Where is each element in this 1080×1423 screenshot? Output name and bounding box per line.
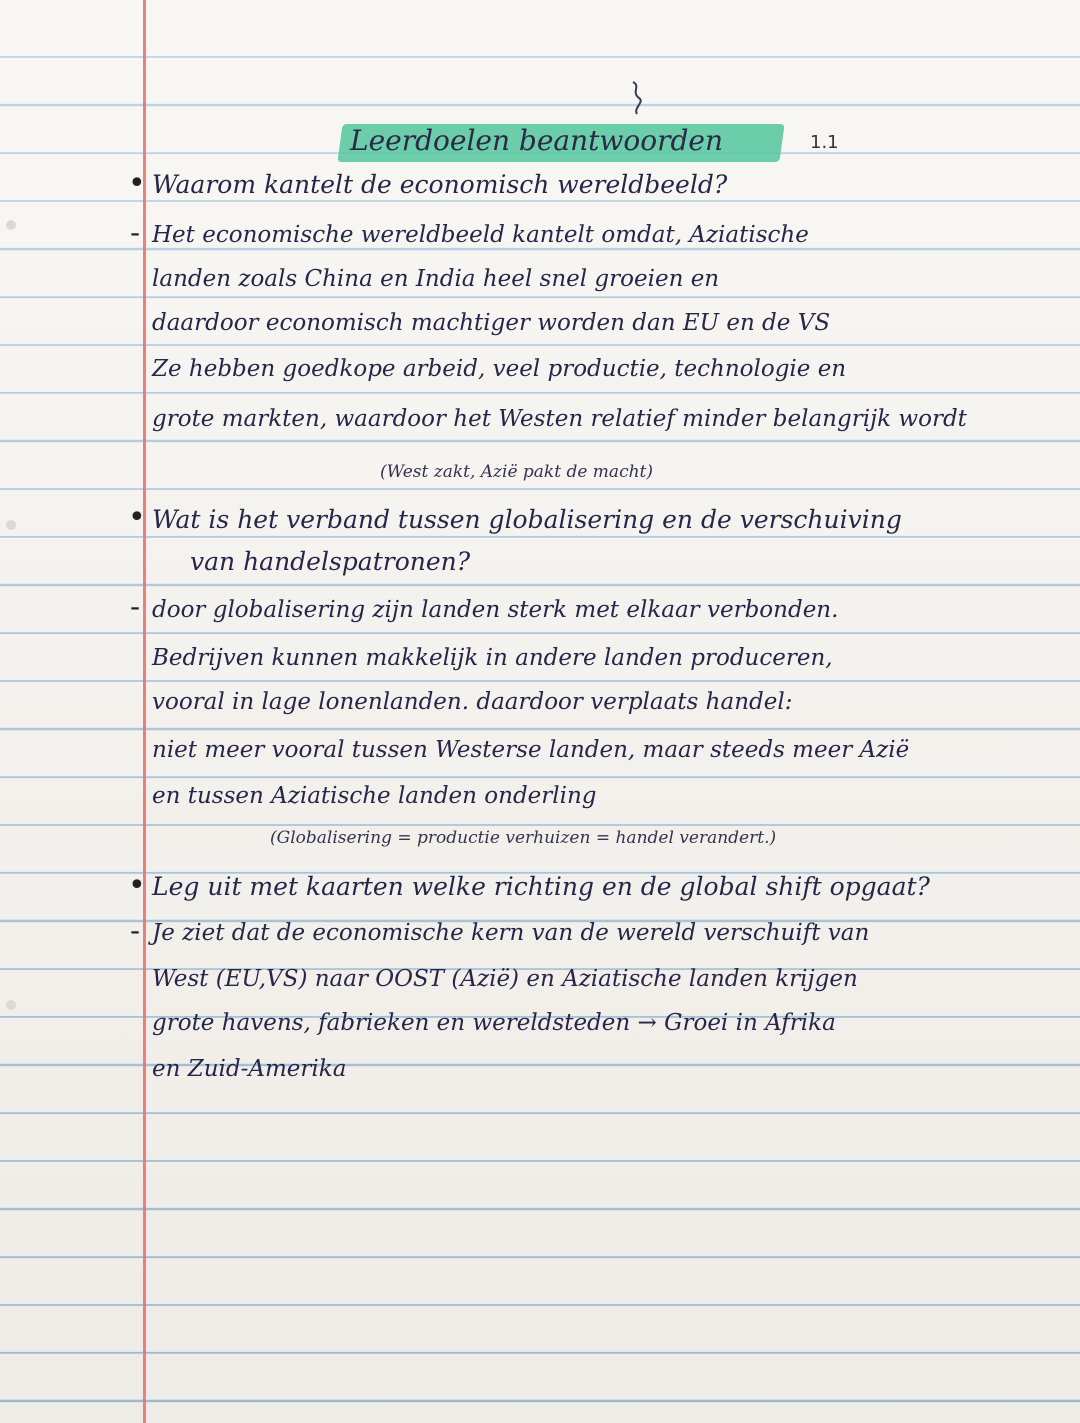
section-number: 1.1 <box>810 132 839 153</box>
answer-2-line: Bedrijven kunnen makkelijk in andere landen produceren, <box>152 645 833 671</box>
answer-3-line: en Zuid-Amerika <box>152 1056 347 1082</box>
margin-line <box>143 0 146 1423</box>
pen-squiggle <box>627 80 651 116</box>
answer-1-line: grote markten, waardoor het Westen relatief minder belangrijk wordt <box>152 406 967 432</box>
dash-icon: - <box>130 590 141 623</box>
question-3: Leg uit met kaarten welke richting en de global shift opgaat? <box>152 872 930 901</box>
summary-2: (Globalisering = productie verhuizen = handel verandert.) <box>270 828 777 848</box>
dash-icon: - <box>130 914 141 947</box>
answer-2-line: door globalisering zijn landen sterk met elkaar verbonden. <box>152 597 839 623</box>
answer-2-line: niet meer vooral tussen Westerse landen, maar steeds meer Azië <box>152 737 910 763</box>
answer-3-line: grote havens, fabrieken en wereldsteden → Groei in Afrika <box>152 1010 836 1036</box>
answer-1-line: daardoor economisch machtiger worden dan EU en de VS <box>152 310 831 336</box>
question-2-line: Wat is het verband tussen globalisering en de verschuiving <box>152 505 902 534</box>
page-heading <box>0 118 1080 166</box>
summary-1: (West zakt, Azië pakt de macht) <box>380 462 653 482</box>
binder-hole <box>6 520 16 530</box>
answer-1-line: Het economische wereldbeeld kantelt omdat, Aziatische <box>152 222 809 248</box>
question-2-line: van handelspatronen? <box>190 547 471 576</box>
answer-2-line: vooral in lage lonenlanden. daardoor verplaats handel: <box>152 689 793 715</box>
binder-hole <box>6 1000 16 1010</box>
answer-1-line: Ze hebben goedkope arbeid, veel productie, technologie en <box>152 356 847 382</box>
binder-hole <box>6 220 16 230</box>
answer-3-line: West (EU,VS) naar OOST (Azië) en Aziatische landen krijgen <box>152 966 858 992</box>
question-1: Waarom kantelt de economisch wereldbeeld? <box>152 170 728 199</box>
dash-icon: - <box>130 216 141 249</box>
bullet-icon: • <box>128 500 146 535</box>
bullet-icon: • <box>128 166 146 201</box>
answer-1-line: landen zoals China en India heel snel groeien en <box>152 266 720 292</box>
answer-3-line: Je ziet dat de economische kern van de wereld verschuift van <box>152 920 870 946</box>
page-title: Leerdoelen beantwoorden <box>350 124 723 157</box>
bullet-icon: • <box>128 868 146 903</box>
answer-2-line: en tussen Aziatische landen onderling <box>152 783 597 809</box>
